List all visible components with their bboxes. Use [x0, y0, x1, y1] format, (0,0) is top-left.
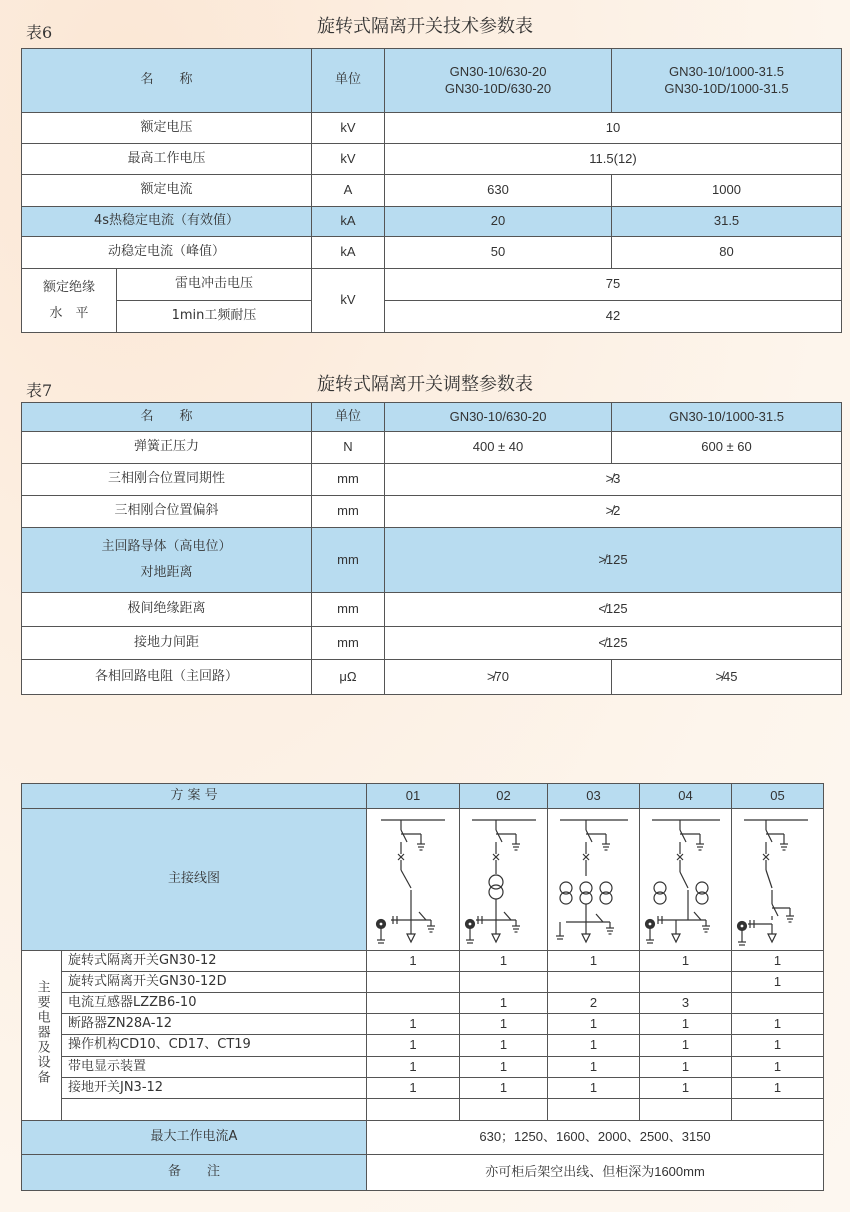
- row-value: ≯3: [385, 464, 842, 496]
- empty-cell: [548, 1099, 640, 1121]
- row-unit: mm: [312, 627, 385, 660]
- row-value: 10: [385, 113, 842, 144]
- item-qty: [732, 993, 824, 1014]
- max-current-row: [22, 1121, 824, 1155]
- item-qty: [548, 972, 640, 993]
- empty-cell: [62, 1099, 367, 1121]
- remark-value: 亦可柜后架空出线、但柜深为1600mm: [367, 1155, 824, 1191]
- max-current-label: 最大工作电流A: [22, 1121, 367, 1155]
- item-qty: [367, 972, 460, 993]
- insulation-unit: kV: [312, 269, 385, 333]
- table-row: [22, 432, 842, 464]
- item-name: 带电显示装置: [62, 1057, 367, 1078]
- scheme-number: 02: [460, 784, 548, 809]
- empty-cell: [460, 1099, 548, 1121]
- item-qty: 1: [460, 951, 548, 972]
- row-unit: mm: [312, 528, 385, 593]
- table7: [21, 402, 842, 695]
- table-row: [22, 496, 842, 528]
- table-row: [22, 1057, 824, 1078]
- item-name: 操作机构CD10、CD17、CT19: [62, 1035, 367, 1057]
- item-qty: 1: [732, 1035, 824, 1057]
- table6-title: 旋转式隔离开关技术参数表: [317, 16, 533, 37]
- table6-model2-line1: GN30-10/1000-31.5: [669, 64, 784, 80]
- row-unit: kA: [312, 237, 385, 269]
- item-qty: 1: [548, 1078, 640, 1099]
- remark-row: [22, 1155, 824, 1191]
- row-value: ≮125: [385, 593, 842, 627]
- item-qty: 1: [460, 1057, 548, 1078]
- item-qty: 1: [548, 1014, 640, 1035]
- item-qty: 1: [367, 1078, 460, 1099]
- scheme-number: 01: [367, 784, 460, 809]
- empty-cell: [732, 1099, 824, 1121]
- row-name: 三相刚合位置同期性: [22, 464, 312, 496]
- table7-header-unit: 单位: [312, 403, 385, 432]
- row-name-line1: 主回路导体（高电位）: [101, 539, 232, 554]
- row-unit: μΩ: [312, 660, 385, 695]
- row-value-2: 31.5: [612, 207, 842, 237]
- single-line-diagram-icon: [642, 812, 730, 948]
- table6-header-row: [22, 49, 842, 113]
- row-name: [22, 528, 312, 593]
- table-row: [22, 464, 842, 496]
- row-unit: kA: [312, 207, 385, 237]
- scheme-number: 05: [732, 784, 824, 809]
- item-qty: 3: [640, 993, 732, 1014]
- item-qty: 1: [640, 1035, 732, 1057]
- row-value-1: 630: [385, 175, 612, 207]
- table6-model1-line2: GN30-10D/630-20: [444, 80, 552, 96]
- row-value-2: 1000: [612, 175, 842, 207]
- diagram-label: 主接线图: [22, 809, 367, 951]
- table-row: [22, 269, 842, 301]
- row-value-2: ≯45: [612, 660, 842, 695]
- table-row: [22, 993, 824, 1014]
- diagram-row: [22, 809, 824, 951]
- item-qty: 1: [732, 1057, 824, 1078]
- item-qty: 1: [367, 1014, 460, 1035]
- table7-header-row: [22, 403, 842, 432]
- single-line-diagram-icon: [371, 812, 455, 948]
- row-value-1: 50: [385, 237, 612, 269]
- row-name: 弹簧正压力: [22, 432, 312, 464]
- table-row: [22, 972, 824, 993]
- table7-header-name: 名 称: [22, 403, 312, 432]
- item-qty: 1: [640, 1078, 732, 1099]
- item-qty: 1: [640, 1014, 732, 1035]
- diagram-scheme-03: [548, 809, 640, 951]
- item-qty: 1: [548, 1057, 640, 1078]
- item-qty: 1: [732, 1078, 824, 1099]
- remark-label: 备 注: [22, 1155, 367, 1191]
- row-name: 4s热稳定电流（有效值）: [22, 207, 312, 237]
- table6-model2-line2: GN30-10D/1000-31.5: [664, 80, 789, 96]
- item-qty: [640, 972, 732, 993]
- max-current-value: 630；1250、1600、2000、2500、3150: [367, 1121, 824, 1155]
- insulation-group-line2: 水 平: [49, 305, 89, 321]
- table7-title: 旋转式隔离开关调整参数表: [317, 374, 533, 395]
- item-name: 接地开关JN3-12: [62, 1078, 367, 1099]
- scheme-header-row: [22, 784, 824, 809]
- row-value-2: 80: [612, 237, 842, 269]
- table6-header-model2: [612, 49, 842, 113]
- table-row: [22, 113, 842, 144]
- row-name: 各相回路电阻（主回路）: [22, 660, 312, 695]
- table6-label: 表6: [26, 23, 53, 42]
- diagram-scheme-01: [367, 809, 460, 951]
- row-name: 动稳定电流（峰值）: [22, 237, 312, 269]
- item-qty: 1: [732, 1014, 824, 1035]
- item-name: 旋转式隔离开关GN30-12: [62, 951, 367, 972]
- item-qty: 1: [548, 951, 640, 972]
- row-value: 11.5(12): [385, 144, 842, 175]
- item-qty: [460, 972, 548, 993]
- row-value: ≯2: [385, 496, 842, 528]
- row-unit: kV: [312, 144, 385, 175]
- single-line-diagram-icon: [462, 812, 546, 948]
- row-name: 极间绝缘距离: [22, 593, 312, 627]
- item-qty: 1: [460, 1078, 548, 1099]
- table6-header-name: 名 称: [22, 49, 312, 113]
- row-unit: N: [312, 432, 385, 464]
- table6-header-unit: 单位: [312, 49, 385, 113]
- table-row: [22, 175, 842, 207]
- row-unit: mm: [312, 464, 385, 496]
- item-qty: 1: [732, 972, 824, 993]
- equipment-group-label: [22, 951, 62, 1121]
- item-name: 电流互感器LZZB6-10: [62, 993, 367, 1014]
- table-row: [22, 1078, 824, 1099]
- insulation-group-label: [22, 269, 117, 333]
- table-row: [22, 660, 842, 695]
- item-qty: 1: [548, 1035, 640, 1057]
- table-row: [22, 627, 842, 660]
- table-row: [22, 951, 824, 972]
- table7-header-model2: GN30-10/1000-31.5: [612, 403, 842, 432]
- insulation-value-1: 75: [385, 269, 842, 301]
- table-row: [22, 237, 842, 269]
- item-qty: 1: [460, 993, 548, 1014]
- table-row: [22, 207, 842, 237]
- item-name: 断路器ZN28A-12: [62, 1014, 367, 1035]
- table-row: [22, 144, 842, 175]
- insulation-sub2: 1min工频耐压: [117, 301, 312, 333]
- scheme-number: 03: [548, 784, 640, 809]
- empty-cell: [640, 1099, 732, 1121]
- row-value: ≮125: [385, 627, 842, 660]
- item-qty: 1: [460, 1035, 548, 1057]
- insulation-sub1: 雷电冲击电压: [117, 269, 312, 301]
- empty-cell: [367, 1099, 460, 1121]
- item-qty: 1: [640, 1057, 732, 1078]
- row-name: 额定电压: [22, 113, 312, 144]
- row-name: 额定电流: [22, 175, 312, 207]
- table-row: [22, 1014, 824, 1035]
- item-qty: 1: [367, 1035, 460, 1057]
- insulation-value-2: 42: [385, 301, 842, 333]
- table6-model1-line1: GN30-10/630-20: [449, 64, 547, 80]
- table-row: [22, 301, 842, 333]
- item-qty: 2: [548, 993, 640, 1014]
- row-name: 最高工作电压: [22, 144, 312, 175]
- row-name: 三相刚合位置偏斜: [22, 496, 312, 528]
- row-value: ≯125: [385, 528, 842, 593]
- table-row: [22, 528, 842, 593]
- row-name-line2: 对地距离: [140, 565, 193, 580]
- table7-label: 表7: [26, 381, 53, 400]
- table6-header-model1: [385, 49, 612, 113]
- single-line-diagram-icon: [734, 812, 822, 948]
- table-row-empty: [22, 1099, 824, 1121]
- scheme-label: 方 案 号: [22, 784, 367, 809]
- item-qty: 1: [460, 1014, 548, 1035]
- row-value-2: 600 ± 60: [612, 432, 842, 464]
- item-qty: [367, 993, 460, 1014]
- diagram-scheme-05: [732, 809, 824, 951]
- scheme-number: 04: [640, 784, 732, 809]
- row-unit: mm: [312, 496, 385, 528]
- scheme-table: [21, 783, 824, 1191]
- item-qty: 1: [367, 951, 460, 972]
- table7-header-model1: GN30-10/630-20: [385, 403, 612, 432]
- row-unit: mm: [312, 593, 385, 627]
- equipment-group-text: 主要电器及设备: [34, 980, 50, 1086]
- item-qty: 1: [732, 951, 824, 972]
- row-value-1: 400 ± 40: [385, 432, 612, 464]
- row-unit: A: [312, 175, 385, 207]
- item-name: 旋转式隔离开关GN30-12D: [62, 972, 367, 993]
- diagram-scheme-02: [460, 809, 548, 951]
- item-qty: 1: [367, 1057, 460, 1078]
- table-row: [22, 1035, 824, 1057]
- table6: [21, 48, 842, 333]
- row-value-1: 20: [385, 207, 612, 237]
- diagram-scheme-04: [640, 809, 732, 951]
- table-row: [22, 593, 842, 627]
- single-line-diagram-icon: [550, 812, 638, 948]
- row-unit: kV: [312, 113, 385, 144]
- insulation-group-line1: 额定绝缘: [42, 279, 95, 295]
- row-value-1: ≯70: [385, 660, 612, 695]
- row-name: 接地力间距: [22, 627, 312, 660]
- item-qty: 1: [640, 951, 732, 972]
